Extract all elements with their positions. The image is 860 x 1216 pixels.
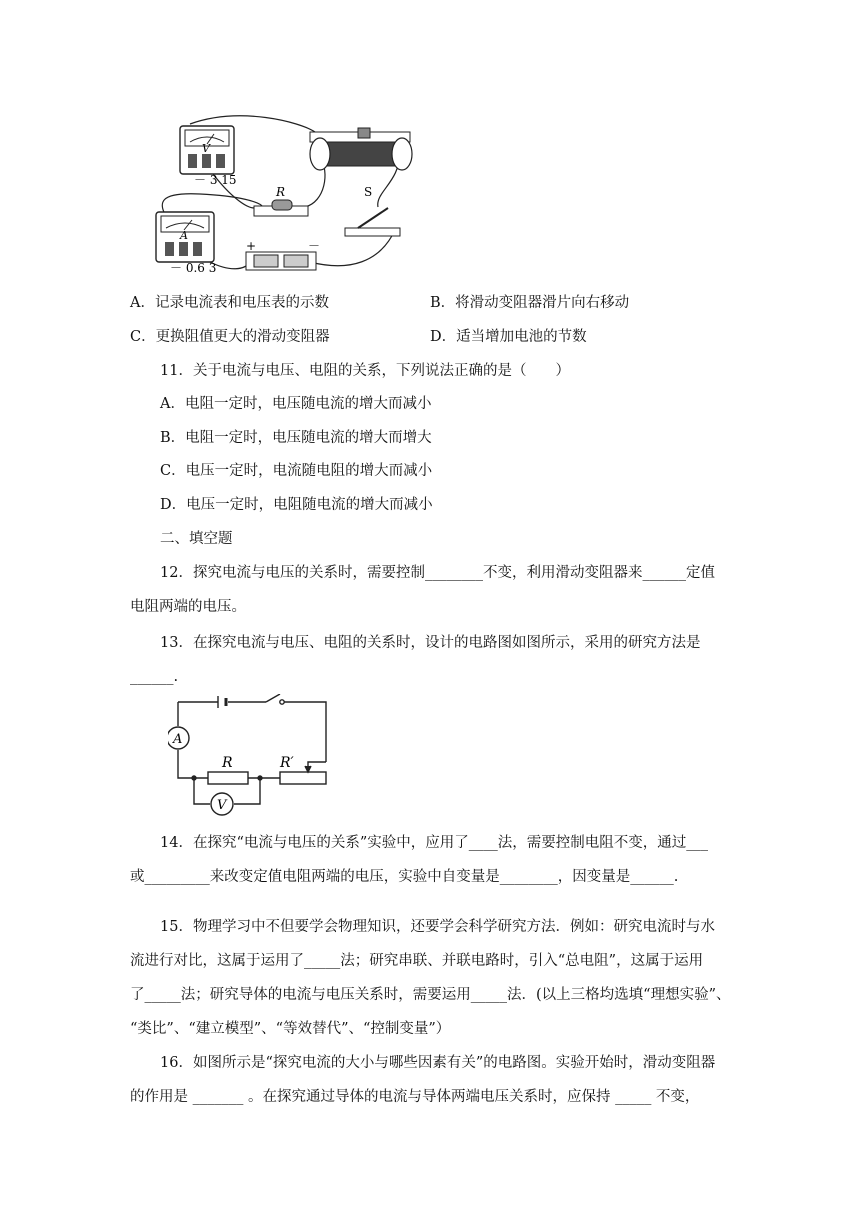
battery-plus: +	[246, 239, 257, 253]
q16-line-2: 的作用是 _______ 。在探究通过导体的电流与导体两端电压关系时，应保持 _____ 不变，	[130, 1089, 700, 1105]
q10-option-d[interactable]: D．适当增加电池的节数	[430, 329, 587, 345]
q10-option-c[interactable]: C．更换阻值更大的滑动变阻器	[130, 329, 330, 345]
q10-option-a[interactable]: A．记录电流表和电压表的示数	[130, 295, 329, 311]
switch-label: S	[364, 185, 373, 199]
q12-line-1: 12．探究电流与电压的关系时，需要控制________不变，利用滑动变阻器来______定值	[160, 565, 715, 581]
q15-line-4: “类比”、“建立模型”、“等效替代”、“控制变量”）	[130, 1021, 451, 1037]
voltmeter-letter: V	[202, 142, 210, 155]
ammeter-letter: A	[180, 229, 188, 242]
voltmeter-scale: － 3 15	[194, 173, 237, 187]
q11-option-b[interactable]: B．电阻一定时，电压随电流的增大而增大	[160, 430, 432, 446]
q16-line-1: 16．如图所示是“探究电流的大小与哪些因素有关”的电路图。实验开始时，滑动变阻器	[160, 1055, 716, 1071]
q13-line-2: ______.	[130, 669, 179, 685]
q11-option-d[interactable]: D．电压一定时，电阻随电流的增大而减小	[160, 497, 433, 513]
resistor-label: R	[276, 185, 286, 199]
q14-line-1: 14．在探究“电流与电压的关系”实验中，应用了____法，需要控制电阻不变，通过___	[160, 835, 709, 851]
q10-options-row-2	[130, 326, 732, 348]
q11-option-a[interactable]: A．电阻一定时，电压随电流的增大而减小	[160, 396, 432, 412]
circuit-diagram-figure	[168, 694, 338, 822]
q15-line-3: 了_____法；研究导体的电流与电压关系时，需要运用_____法．(以上三格均选填“理想实验”、	[130, 987, 731, 1003]
q11-option-c[interactable]: C．电压一定时，电流随电阻的增大而减小	[160, 463, 433, 479]
ammeter-symbol-letter: A	[173, 732, 183, 747]
voltmeter-symbol-letter: V	[217, 798, 227, 813]
q12-line-2: 电阻两端的电压。	[130, 599, 246, 615]
q10-options-row-1	[130, 292, 732, 314]
q11-stem: 11．关于电流与电压、电阻的关系，下列说法正确的是（ ）	[160, 363, 570, 379]
ammeter-scale: － 0.6 3	[170, 261, 217, 275]
physical-circuit-figure	[150, 112, 420, 284]
resistor-symbol-label: R	[222, 755, 233, 771]
q15-line-2: 流进行对比，这属于运用了_____法；研究串联、并联电路时，引入“总电阻”，这属于运用	[130, 953, 704, 969]
section-heading-fill-in: 二、填空题	[160, 531, 233, 547]
battery-minus: －	[308, 239, 321, 253]
q13-line-1: 13．在探究电流与电压、电阻的关系时，设计的电路图如图所示，采用的研究方法是	[160, 635, 701, 651]
q10-option-b[interactable]: B．将滑动变阻器滑片向右移动	[430, 295, 630, 311]
q15-line-1: 15．物理学习中不但要学会物理知识，还要学会科学研究方法．例如：研究电流时与水	[160, 919, 715, 935]
rheostat-symbol-label: R′	[280, 755, 294, 771]
q14-line-2: 或_________来改变定值电阻两端的电压，实验中自变量是________，因变量是______.	[130, 869, 679, 885]
